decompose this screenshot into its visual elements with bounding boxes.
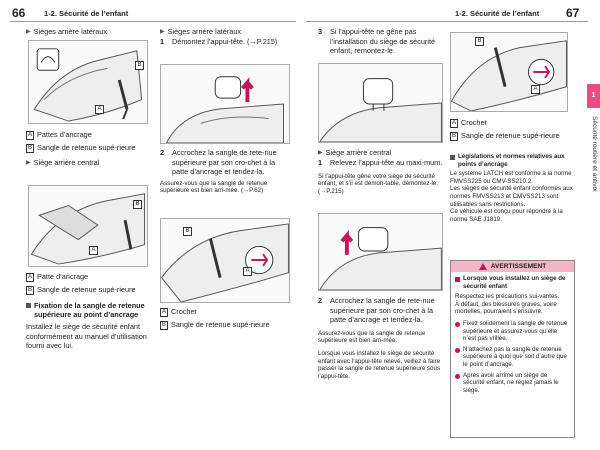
warning-triangle-icon	[479, 263, 487, 270]
step-1: 1 Relevez l’appui-tête au maxi-mum.	[318, 158, 443, 168]
label-row	[160, 320, 290, 330]
square-bullet-icon	[455, 277, 460, 282]
label-row	[450, 131, 575, 141]
raise-center-headrest-drawing-icon	[319, 214, 442, 290]
center-anchor-drawing-icon	[29, 186, 147, 266]
section-text: Installez le siège de sécurité enfant conformément au manuel d’utilisation fourni avec lui.	[26, 322, 147, 350]
warning-item: N’attachez pas la sangle de retenue supérieure à quoi que soit d’autre que le point d’ancrage.	[455, 346, 570, 369]
label-text: Pattes d’ancrage	[37, 130, 92, 139]
step-note: Lorsque vous installez le siège de sécurité enfant avec l’appui-tête relevé, veillez à faire passer la sangle de retenue supérieure sous l’appui-tête.	[318, 349, 441, 380]
bullet-center-seat: ▶ Siège arrière central	[26, 158, 100, 167]
left-page-number: 66	[12, 6, 26, 20]
label-tag: B	[161, 322, 166, 328]
label-text: Crochet	[461, 118, 487, 127]
triangle-bullet-icon: ▶	[318, 150, 323, 156]
step-note: Assurez-vous que la sangle de retenue supérieure est bien arri-mée.	[318, 329, 426, 345]
illustration-remove-headrest	[160, 64, 290, 144]
bullet-center-seat: ▶ Siège arrière central	[318, 148, 392, 157]
label-row	[26, 285, 148, 295]
label-text: Sangle de retenue supé-rieure	[171, 320, 270, 329]
warning-body	[451, 272, 574, 397]
illus-tag-b: B	[135, 61, 144, 70]
hook-strap-drawing-icon	[161, 219, 289, 302]
illustration-raise-headrest	[318, 63, 443, 143]
column-2-labels	[160, 307, 290, 330]
illus-tag-b: B	[183, 227, 192, 236]
page-header	[0, 0, 600, 24]
column-1-labels	[26, 130, 146, 168]
right-page-title: 1-2. Sécurité de l’enfant	[455, 9, 540, 18]
label-text: Sangle de retenue supé-rieure	[37, 143, 136, 152]
step-1: 1 Démontez l’appui-tête. (→P.215)	[160, 37, 278, 47]
column-1	[26, 27, 146, 37]
label-tag: B	[27, 145, 32, 151]
warning-item: Après avoir arrimé un siège de sécurité enfant, ne réglez jamais le siège.	[455, 372, 570, 395]
bullet-dot-icon	[455, 348, 460, 353]
step-2: 2 Accrochez la sangle de rete-nue supérieure par son cro-chet à la patte d’ancrage et tendez-la.	[160, 148, 277, 177]
label-text: Sangle de retenue supé-rieure	[461, 131, 560, 140]
column-3-mid	[318, 148, 443, 196]
step-3: 3 Si l’appui-tête ne gêne pas l’installation du siège de sécurité enfant, remontez-le.	[318, 27, 436, 56]
center-hook-drawing-icon	[451, 33, 567, 111]
label-row	[26, 272, 148, 282]
bullet-side-seats: ▶ Sièges arrière latéraux	[26, 27, 108, 36]
illustration-center-hook	[450, 32, 568, 112]
label-row	[160, 307, 290, 317]
label-tag: B	[451, 133, 456, 139]
warning-intro: Respectez les précautions sui-vantes. À défaut, des blessures graves, voire mortelles, pourraient s’ensuivre.	[455, 293, 560, 316]
right-header-rule	[306, 21, 588, 22]
section-heading: Législations et normes relatives aux points d’ancrage	[450, 153, 575, 168]
column-1-lower	[26, 272, 148, 350]
label-tag: B	[27, 287, 32, 293]
illustration-side-anchor	[28, 40, 148, 124]
right-page-number: 67	[566, 6, 580, 20]
step-2: 2 Accrochez la sangle de rete-nue supérieure par son cro-chet à la patte d’ancrage et tendez-la.	[318, 296, 435, 325]
label-tag: A	[27, 132, 32, 138]
label-tag: A	[161, 309, 166, 315]
label-text: Crochet	[171, 307, 197, 316]
triangle-bullet-icon: ▶	[26, 29, 31, 35]
bullet-side-seats: ▶ Sièges arrière latéraux	[160, 27, 242, 36]
illustration-hook-strap	[160, 218, 290, 303]
column-4	[450, 118, 575, 223]
column-2-mid	[160, 148, 290, 195]
chapter-tab[interactable]: 1	[587, 84, 600, 108]
step-note: Si l’appui-tête gêne votre siège de sécurité enfant, et s’il est démon-table, démontez-le. (→P.215)	[318, 172, 439, 195]
illus-tag-a: A	[95, 105, 104, 114]
warning-box	[450, 260, 575, 438]
square-bullet-icon	[26, 303, 31, 308]
step-note: Assurez-vous que la sangle de retenue supérieure est bien arri-mée. (→P.62)	[160, 179, 268, 195]
bullet-dot-icon	[455, 322, 460, 327]
bullet-dot-icon	[455, 374, 460, 379]
label-text: Patte d’ancrage	[37, 272, 89, 281]
triangle-bullet-icon: ▶	[26, 160, 31, 166]
label-tag: A	[451, 120, 456, 126]
illus-tag-a: A	[243, 267, 252, 276]
illus-tag-b: B	[133, 200, 142, 209]
section-heading: Fixation de la sangle de retenue supérieure au point d’ancrage	[26, 301, 148, 319]
chapter-side-label: Sécurité routière et antivol	[591, 116, 598, 192]
label-row	[450, 118, 575, 128]
remove-headrest-drawing-icon	[161, 65, 289, 143]
triangle-bullet-icon: ▶	[160, 29, 165, 35]
side-anchor-drawing-icon	[29, 41, 147, 123]
illus-tag-b: B	[475, 37, 484, 46]
label-row	[26, 143, 146, 153]
left-header-rule	[10, 21, 296, 22]
label-row	[26, 130, 146, 140]
column-3	[318, 27, 443, 56]
warning-item: Fixez solidement la sangle de retenue supérieure et assurez-vous qu’elle n’est pas vrillée.	[455, 320, 570, 343]
left-page-title: 1-2. Sécurité de l’enfant	[44, 9, 129, 18]
raise-headrest-drawing-icon	[319, 64, 442, 142]
illustration-raise-center-headrest	[318, 213, 443, 291]
illustration-center-anchor	[28, 185, 148, 267]
label-tag: A	[27, 274, 32, 280]
column-2	[160, 27, 290, 47]
column-3-lower	[318, 296, 443, 380]
illus-tag-a: A	[89, 246, 98, 255]
section-text: Le système LATCH est conforme à la norme FMVSS225 ou CMV-SS210.2. Les sièges de sécurité enfant conformes aux normes FMVSS213 et CMVSS213 sont utilisables sans restrictions. Ce véhicule est conçu pour répondre à la norme SAE J1819.	[450, 170, 573, 223]
square-bullet-icon	[450, 155, 455, 160]
illus-tag-a: A	[531, 85, 540, 94]
label-text: Sangle de retenue supé-rieure	[37, 285, 136, 294]
warning-header: AVERTISSEMENT	[451, 261, 574, 272]
warning-subtitle: Lorsque vous installez un siège de sécurité enfant	[455, 275, 570, 290]
